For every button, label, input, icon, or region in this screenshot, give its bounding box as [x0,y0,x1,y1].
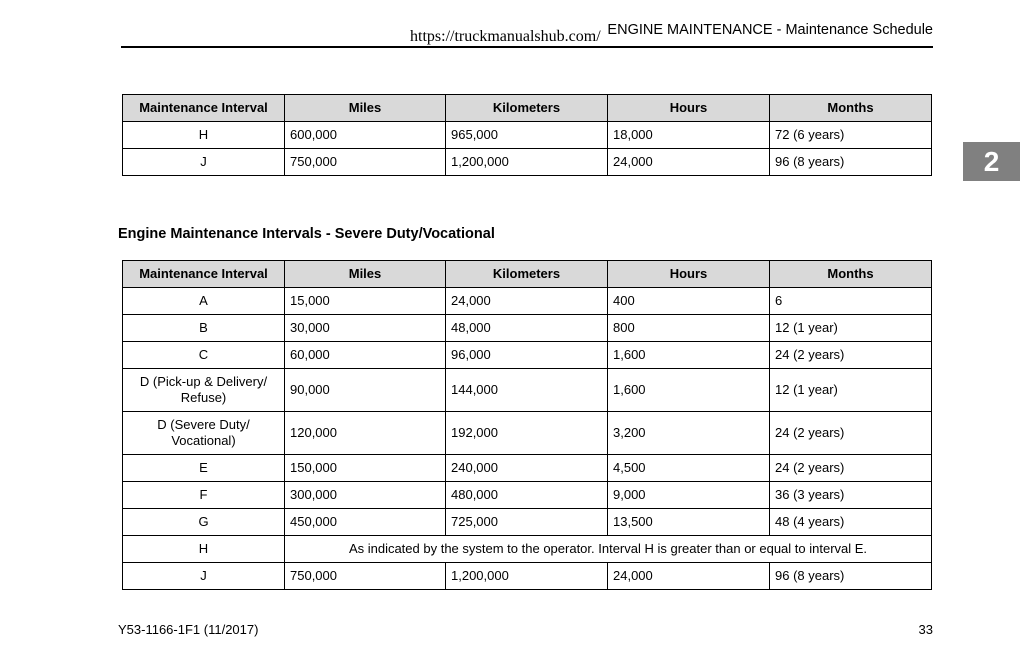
column-header-months: Months [770,261,932,288]
column-header-hours: Hours [608,95,770,122]
table-row [123,369,932,412]
kilometers-cell: 192,000 [446,412,608,455]
maintenance-interval-table-standard [122,94,932,176]
interval-cell: J [123,563,285,590]
kilometers-cell: 96,000 [446,342,608,369]
watermark-url: https://truckmanualshub.com/ [410,28,601,45]
column-header-hours: Hours [608,261,770,288]
interval-cell: J [123,149,285,176]
kilometers-cell: 240,000 [446,455,608,482]
months-cell: 96 (8 years) [770,149,932,176]
months-cell: 6 [770,288,932,315]
months-cell: 36 (3 years) [770,482,932,509]
kilometers-cell: 48,000 [446,315,608,342]
table-header-row [123,95,932,122]
hours-cell: 18,000 [608,122,770,149]
table-row [123,412,932,455]
table-row [123,536,932,563]
interval-cell: H [123,122,285,149]
table-row [123,122,932,149]
miles-cell: 30,000 [285,315,446,342]
interval-cell: D (Severe Duty/ Vocational) [123,412,285,455]
table-row [123,563,932,590]
hours-cell: 13,500 [608,509,770,536]
column-header-months: Months [770,95,932,122]
interval-cell: G [123,509,285,536]
hours-cell: 24,000 [608,149,770,176]
table-row [123,288,932,315]
months-cell: 24 (2 years) [770,412,932,455]
table-row [123,315,932,342]
interval-cell: C [123,342,285,369]
document-number: Y53-1166-1F1 (11/2017) [118,622,259,637]
column-header-kilometers: Kilometers [446,95,608,122]
interval-cell: H [123,536,285,563]
column-header-interval: Maintenance Interval [123,95,285,122]
maintenance-interval-table-severe-duty [122,260,932,590]
miles-cell: 120,000 [285,412,446,455]
kilometers-cell: 725,000 [446,509,608,536]
months-cell: 96 (8 years) [770,563,932,590]
table-row [123,509,932,536]
miles-cell: 450,000 [285,509,446,536]
interval-cell: D (Pick-up & Delivery/ Refuse) [123,369,285,412]
column-header-kilometers: Kilometers [446,261,608,288]
kilometers-cell: 965,000 [446,122,608,149]
page-header-title: ENGINE MAINTENANCE - Maintenance Schedule [607,22,933,38]
column-header-interval: Maintenance Interval [123,261,285,288]
hours-cell: 1,600 [608,342,770,369]
column-header-miles: Miles [285,261,446,288]
interval-cell: E [123,455,285,482]
chapter-tab-marker: 2 [963,142,1020,181]
miles-cell: 150,000 [285,455,446,482]
months-cell: 24 (2 years) [770,455,932,482]
kilometers-cell: 480,000 [446,482,608,509]
hours-cell: 400 [608,288,770,315]
miles-cell: 15,000 [285,288,446,315]
months-cell: 48 (4 years) [770,509,932,536]
kilometers-cell: 24,000 [446,288,608,315]
column-header-miles: Miles [285,95,446,122]
interval-cell: F [123,482,285,509]
interval-cell: B [123,315,285,342]
miles-cell: 90,000 [285,369,446,412]
miles-cell: 750,000 [285,563,446,590]
miles-cell: 750,000 [285,149,446,176]
hours-cell: 24,000 [608,563,770,590]
kilometers-cell: 1,200,000 [446,563,608,590]
header-rule [121,46,933,48]
months-cell: 24 (2 years) [770,342,932,369]
section-heading: Engine Maintenance Intervals - Severe Duty/Vocational [118,226,495,242]
kilometers-cell: 1,200,000 [446,149,608,176]
table-row [123,149,932,176]
months-cell: 72 (6 years) [770,122,932,149]
kilometers-cell: 144,000 [446,369,608,412]
hours-cell: 4,500 [608,455,770,482]
miles-cell: 300,000 [285,482,446,509]
months-cell: 12 (1 year) [770,369,932,412]
table-row [123,482,932,509]
hours-cell: 9,000 [608,482,770,509]
interval-cell: A [123,288,285,315]
table-header-row [123,261,932,288]
hours-cell: 800 [608,315,770,342]
interval-h-note-cell: As indicated by the system to the operator. Interval H is greater than or equal to interval E. [285,536,932,563]
hours-cell: 1,600 [608,369,770,412]
page-number: 33 [918,622,933,637]
table-row [123,342,932,369]
miles-cell: 60,000 [285,342,446,369]
months-cell: 12 (1 year) [770,315,932,342]
table-row [123,455,932,482]
miles-cell: 600,000 [285,122,446,149]
hours-cell: 3,200 [608,412,770,455]
